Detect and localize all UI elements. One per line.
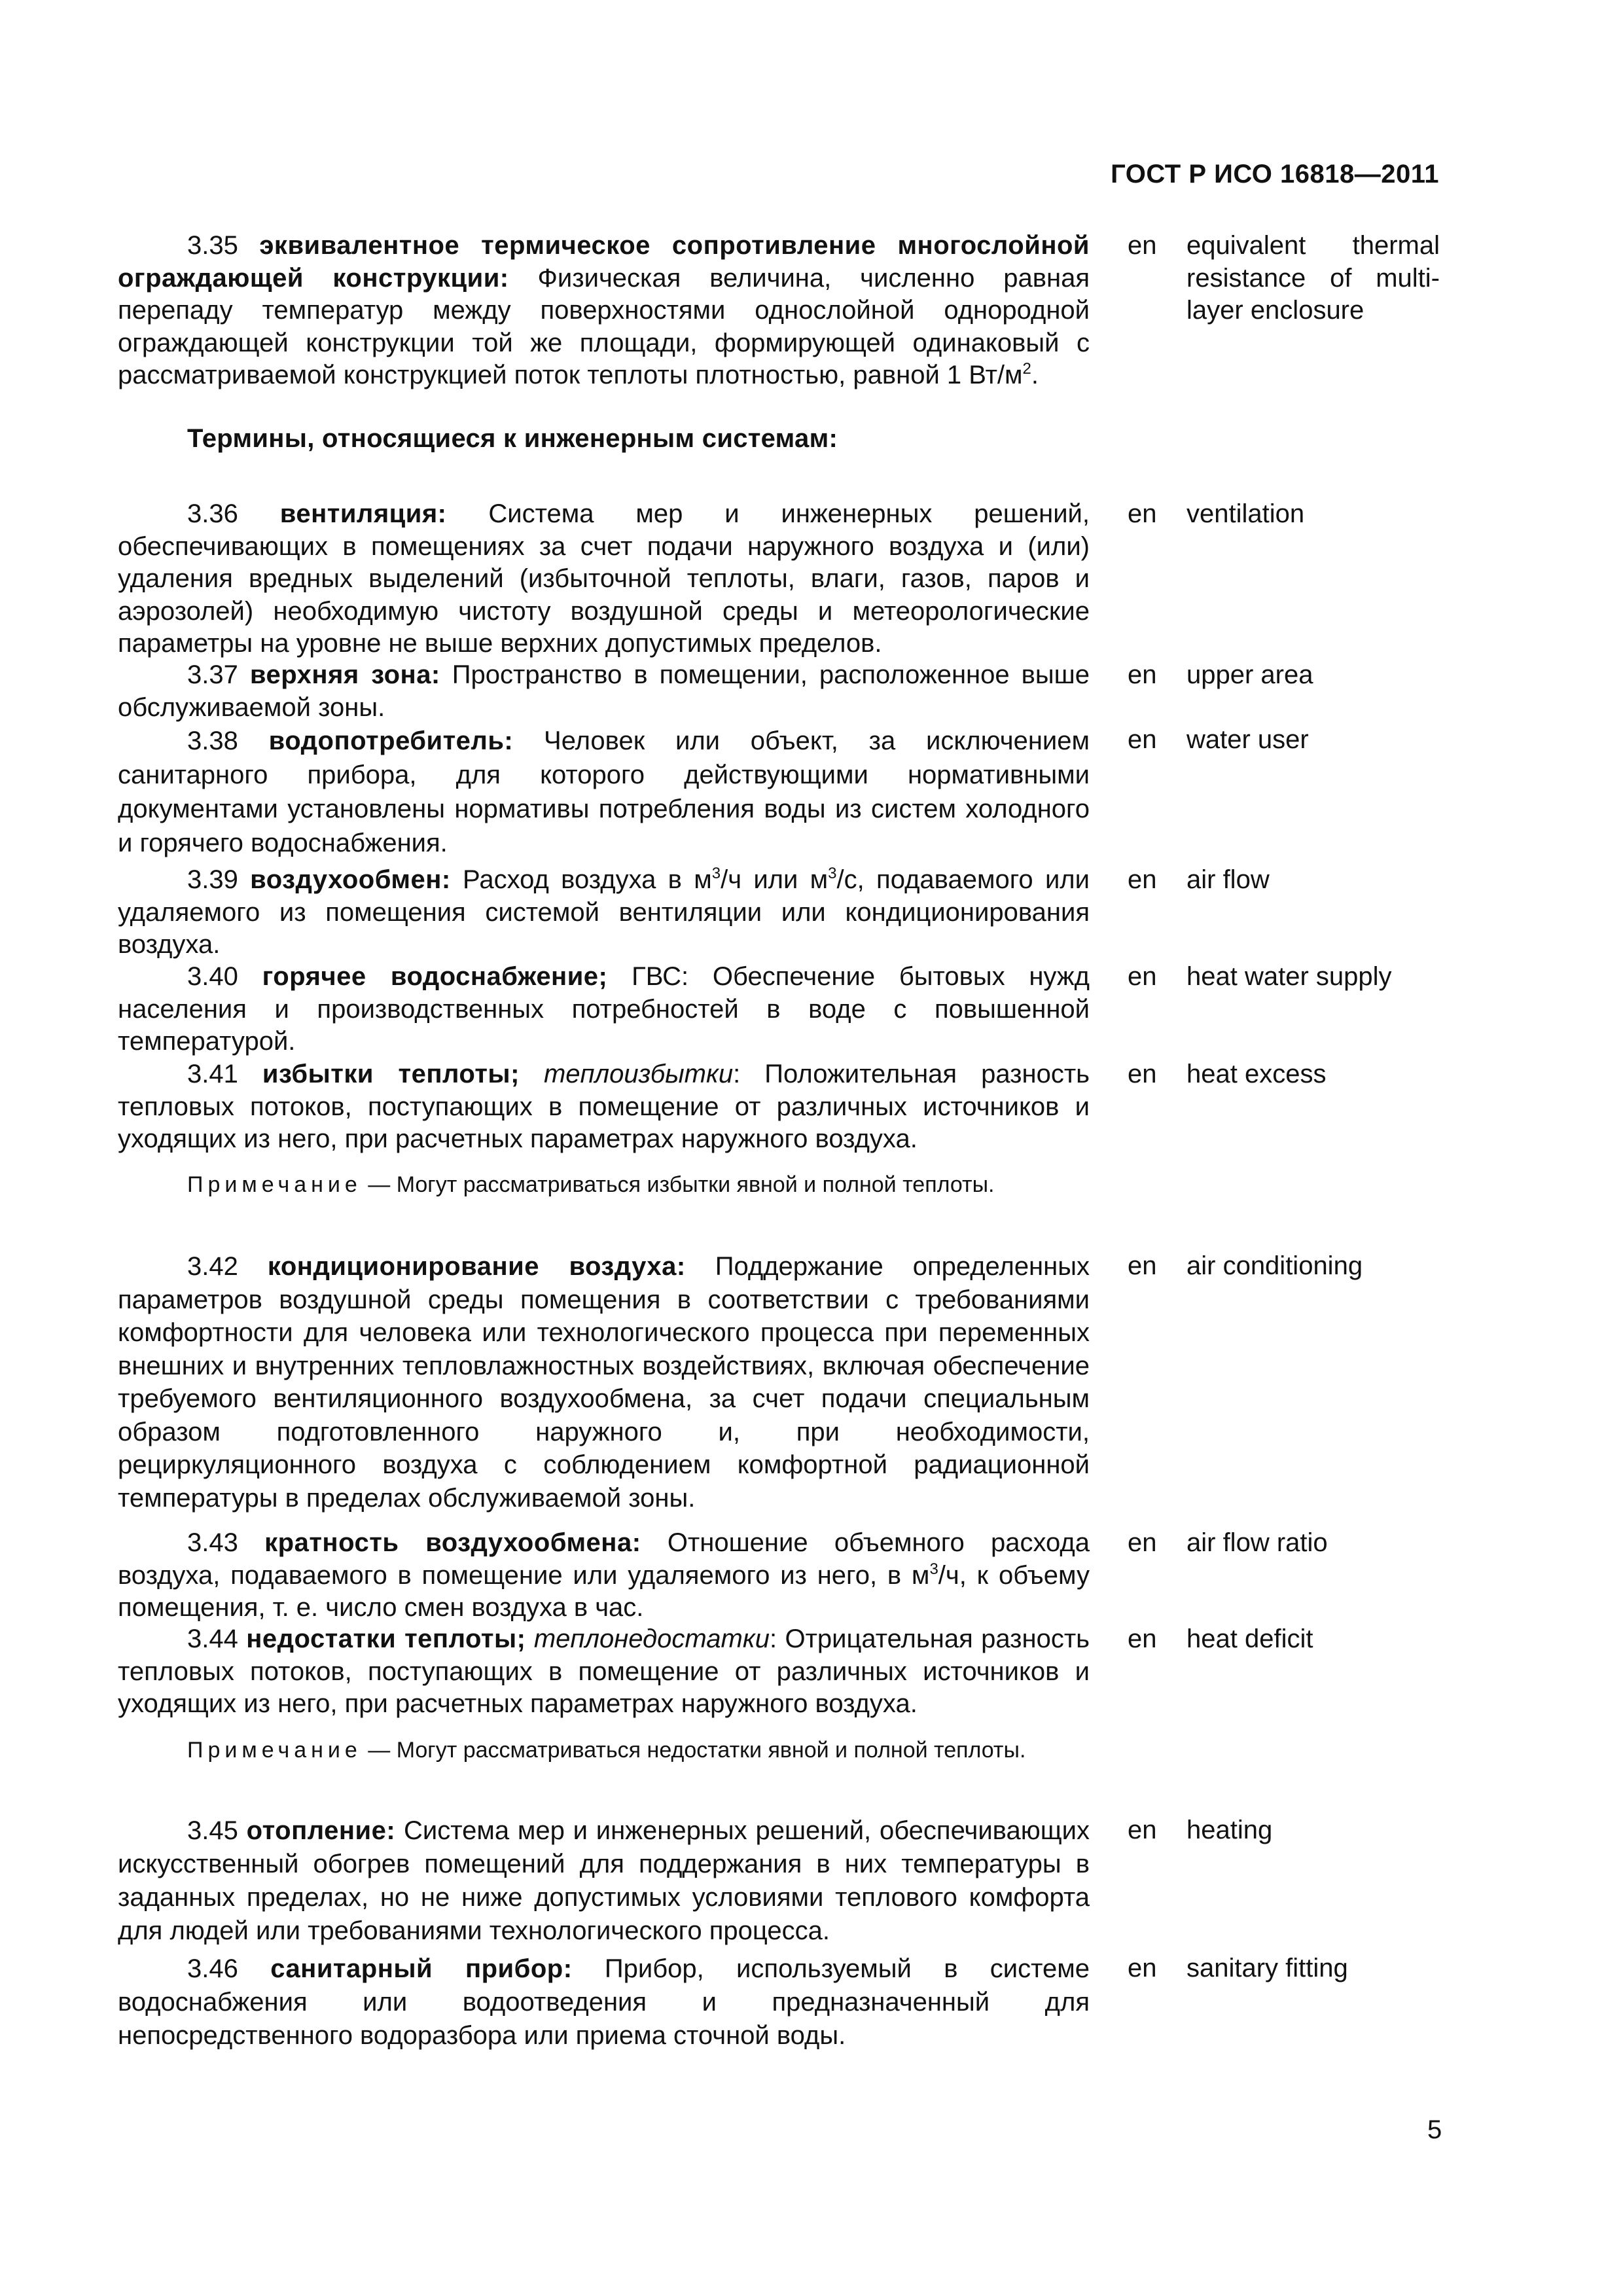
- language-tag: en: [1128, 1528, 1157, 1557]
- term-definition: [118, 659, 1090, 724]
- language-tag: en: [1128, 231, 1157, 260]
- english-equivalent: air flow: [1186, 865, 1270, 894]
- english-equivalent: air conditioning: [1186, 1251, 1363, 1280]
- term-text: Поддержание определенных параметров воздушной среды помещения в соответствии с требованиями комфортности для человека или технологического процесса при переменных внешних и внутренних тепловлажностных воздействиях, включая обеспечение требуемого вентиляционного воздухообмена, за счет подачи специальным образом подготовленного наружного и, при необходимости, рециркуляционного воздуха с соблюдением комфортной радиационной температуры в пределах обслуживаемой зоны.: [118, 1252, 1090, 1513]
- superscript: 3: [929, 1560, 938, 1578]
- term-text: Физическая величина, численно равная перепаду температур между поверхностями однослойной однородной ограждающей конструкции той же площади, формирующей одинаковый с рассматриваемой конструкцией поток теплоты плотностью, равной 1 Вт/м: [118, 263, 1090, 389]
- term-title: верхняя зона:: [249, 660, 440, 689]
- term-number: 3.42: [187, 1252, 238, 1281]
- term-text-mid: /ч или м: [721, 865, 829, 894]
- term-title: вентиляция:: [279, 499, 447, 528]
- term-text: Отношение объемного расхода воздуха, подаваемого в помещение или удаляемого из него, в м: [118, 1528, 1090, 1590]
- document-header: ГОСТ Р ИСО 16818—2011: [1111, 160, 1439, 188]
- term-text: : Положительная разность тепловых потоков, поступающих в помещение от различных источников и уходящих из него, при расчетных параметрах наружного воздуха.: [118, 1060, 1090, 1153]
- term-text: Расход воздуха в м: [463, 865, 712, 894]
- term-title: горячее водоснабжение;: [262, 962, 608, 991]
- term-definition: [118, 1250, 1090, 1515]
- english-equivalent: upper area: [1186, 660, 1313, 689]
- language-tag: en: [1128, 1954, 1157, 1982]
- superscript: 2: [1022, 360, 1031, 378]
- language-tag: en: [1128, 865, 1157, 894]
- language-tag: en: [1128, 725, 1157, 754]
- term-number: 3.37: [187, 660, 238, 689]
- language-tag: en: [1128, 1816, 1157, 1844]
- term-text: Человек или объект, за исключением санитарного прибора, для которого действующими нормативными документами установлены нормативы потребления воды из систем холодного и горячего водоснабжения.: [118, 726, 1090, 857]
- term-number: 3.38: [187, 726, 238, 755]
- english-equivalent: heat excess: [1186, 1060, 1327, 1088]
- term-number: 3.43: [187, 1528, 238, 1557]
- note-label: Примечание: [187, 1172, 362, 1197]
- language-tag: en: [1128, 1624, 1157, 1653]
- term-title: воздухообмен:: [250, 865, 451, 894]
- term-definition: [118, 961, 1090, 1058]
- term-definition: [118, 1952, 1090, 2053]
- superscript: 3: [828, 865, 837, 882]
- term-definition: [118, 1527, 1090, 1624]
- term-text: Система мер и инженерных решений, обеспечивающих в помещениях за счет подачи наружного воздуха и (или) удаления вредных выделений (избыточной теплоты, влаги, газов, паров и аэрозолей) необходимую чистоту воздушной среды и метеорологические параметры на уровне не выше верхних допустимых пределов.: [118, 499, 1090, 658]
- term-number: 3.46: [187, 1954, 238, 1983]
- language-tag: en: [1128, 1060, 1157, 1088]
- term-definition: [118, 1058, 1090, 1156]
- english-equivalent: ventilation: [1186, 499, 1305, 528]
- term-text: ГВС: Обеспечение бытовых нужд населения и производственных потребностей в воде с повышенной температурой.: [118, 962, 1090, 1056]
- term-title: санитарный прибор:: [270, 1954, 573, 1983]
- note-block: [118, 1734, 1090, 1766]
- term-number: 3.39: [187, 865, 238, 894]
- term-definition: [118, 498, 1090, 660]
- page-number: 5: [1427, 2115, 1442, 2144]
- language-tag: en: [1128, 660, 1157, 689]
- note-text: — Могут рассматриваться недостатки явной и полной теплоты.: [361, 1738, 1026, 1763]
- term-synonym: теплоизбытки: [543, 1060, 734, 1088]
- note-label: Примечание: [187, 1738, 362, 1763]
- english-equivalent: equivalent thermal resistance of multi-layer enclosure: [1186, 231, 1440, 325]
- term-text: : Отрицательная разность тепловых потоков, поступающих в помещение от различных источников и уходящих из него, при расчетных параметрах наружного воздуха.: [118, 1624, 1090, 1718]
- term-definition: [118, 1623, 1090, 1721]
- term-definition: [118, 864, 1090, 961]
- english-equivalent: heating: [1186, 1816, 1273, 1844]
- superscript: 3: [711, 865, 721, 882]
- term-synonym: теплонедостатки: [533, 1624, 770, 1653]
- english-equivalent: sanitary fitting: [1186, 1954, 1348, 1982]
- term-title: водопотребитель:: [268, 726, 514, 755]
- term-number: 3.44: [187, 1624, 238, 1653]
- section-heading: Термины, относящиеся к инженерным системам:: [187, 424, 838, 453]
- language-tag: en: [1128, 499, 1157, 528]
- term-title: кондиционирование воздуха:: [267, 1252, 686, 1281]
- term-text: Прибор, используемый в системе водоснабжения или водоотведения и предназначенный для непосредственного водоразбора или приема сточной воды.: [118, 1954, 1090, 2050]
- term-number: 3.36: [187, 499, 238, 528]
- term-number: 3.40: [187, 962, 238, 991]
- term-title: кратность воздухообмена:: [264, 1528, 641, 1557]
- language-tag: en: [1128, 962, 1157, 991]
- term-number: 3.45: [187, 1816, 238, 1845]
- term-title: отопление:: [246, 1816, 396, 1845]
- note-text: — Могут рассматриваться избытки явной и полной теплоты.: [361, 1172, 995, 1197]
- english-equivalent: air flow ratio: [1186, 1528, 1328, 1557]
- english-equivalent: heat deficit: [1186, 1624, 1313, 1653]
- term-definition: [118, 724, 1090, 860]
- note-block: [118, 1169, 1090, 1200]
- term-title: эквивалентное термическое сопротивление многослойной ограждающей конструкции:: [118, 231, 1090, 293]
- term-text-end: .: [1031, 361, 1039, 389]
- term-number: 3.35: [187, 231, 238, 260]
- english-equivalent: water user: [1186, 725, 1309, 754]
- term-title: избытки теплоты;: [262, 1060, 520, 1088]
- term-definition: [118, 230, 1090, 392]
- language-tag: en: [1128, 1251, 1157, 1280]
- term-text-end: /с, подаваемого или удаляемого из помещения системой вентиляции или кондиционирования воздуха.: [118, 865, 1090, 959]
- term-title: недостатки теплоты;: [246, 1624, 526, 1653]
- term-text-end: /ч, к объему помещения, т. е. число смен воздуха в час.: [118, 1560, 1090, 1622]
- term-definition: [118, 1814, 1090, 1948]
- term-text: Система мер и инженерных решений, обеспечивающих искусственный обогрев помещений для поддержания в них температуры в заданных пределах, но не ниже допустимых условиями теплового комфорта для людей или требованиями технологического процесса.: [118, 1816, 1090, 1945]
- term-text: Пространство в помещении, расположенное выше обслуживаемой зоны.: [118, 660, 1090, 722]
- english-equivalent: heat water supply: [1186, 962, 1392, 991]
- term-number: 3.41: [187, 1060, 238, 1088]
